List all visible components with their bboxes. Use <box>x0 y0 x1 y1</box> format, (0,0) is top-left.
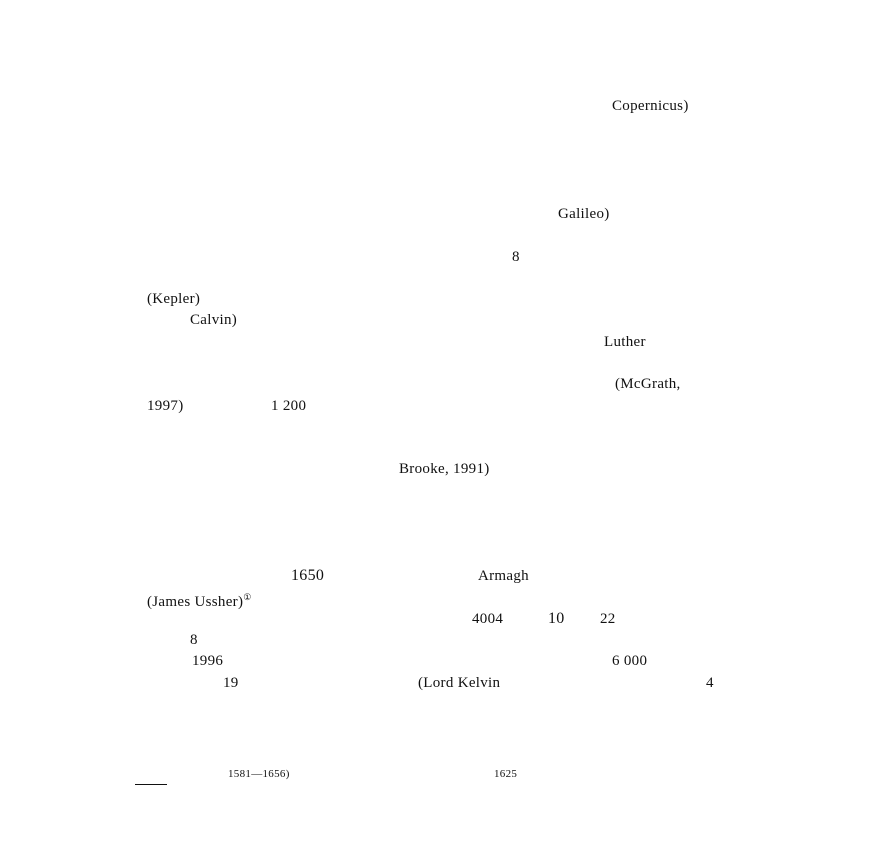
text-number-8-lower: 8 <box>190 632 198 648</box>
text-lord-kelvin: (Lord Kelvin <box>418 675 501 691</box>
text-year-4004: 4004 <box>472 611 504 627</box>
text-number-22: 22 <box>600 611 616 627</box>
text-number-10: 10 <box>548 610 565 627</box>
text-number-1200: 1 200 <box>271 398 307 414</box>
footnote-dates: 1581—1656) <box>228 768 290 780</box>
footnote-marker: ① <box>243 592 252 602</box>
text-year-1997: 1997) <box>147 398 184 414</box>
text-number-8: 8 <box>512 249 520 265</box>
footnote-separator <box>135 784 167 785</box>
ussher-name: (James Ussher) <box>147 594 244 610</box>
text-copernicus: Copernicus) <box>612 98 689 114</box>
text-kepler: (Kepler) <box>147 291 201 307</box>
footnote-year-1625: 1625 <box>494 768 518 780</box>
text-james-ussher <box>147 588 252 611</box>
text-year-1996: 1996 <box>192 653 224 669</box>
text-number-6000: 6 000 <box>612 653 648 669</box>
text-calvin: Calvin) <box>190 312 238 328</box>
text-luther: Luther <box>604 334 646 350</box>
text-armagh: Armagh <box>478 568 529 584</box>
text-galileo: Galileo) <box>558 206 610 222</box>
text-mcgrath: (McGrath, <box>615 376 681 392</box>
text-number-4: 4 <box>706 675 714 691</box>
text-brooke-citation: Brooke, 1991) <box>399 461 490 477</box>
text-year-1650: 1650 <box>291 567 325 584</box>
text-number-19: 19 <box>223 675 239 691</box>
